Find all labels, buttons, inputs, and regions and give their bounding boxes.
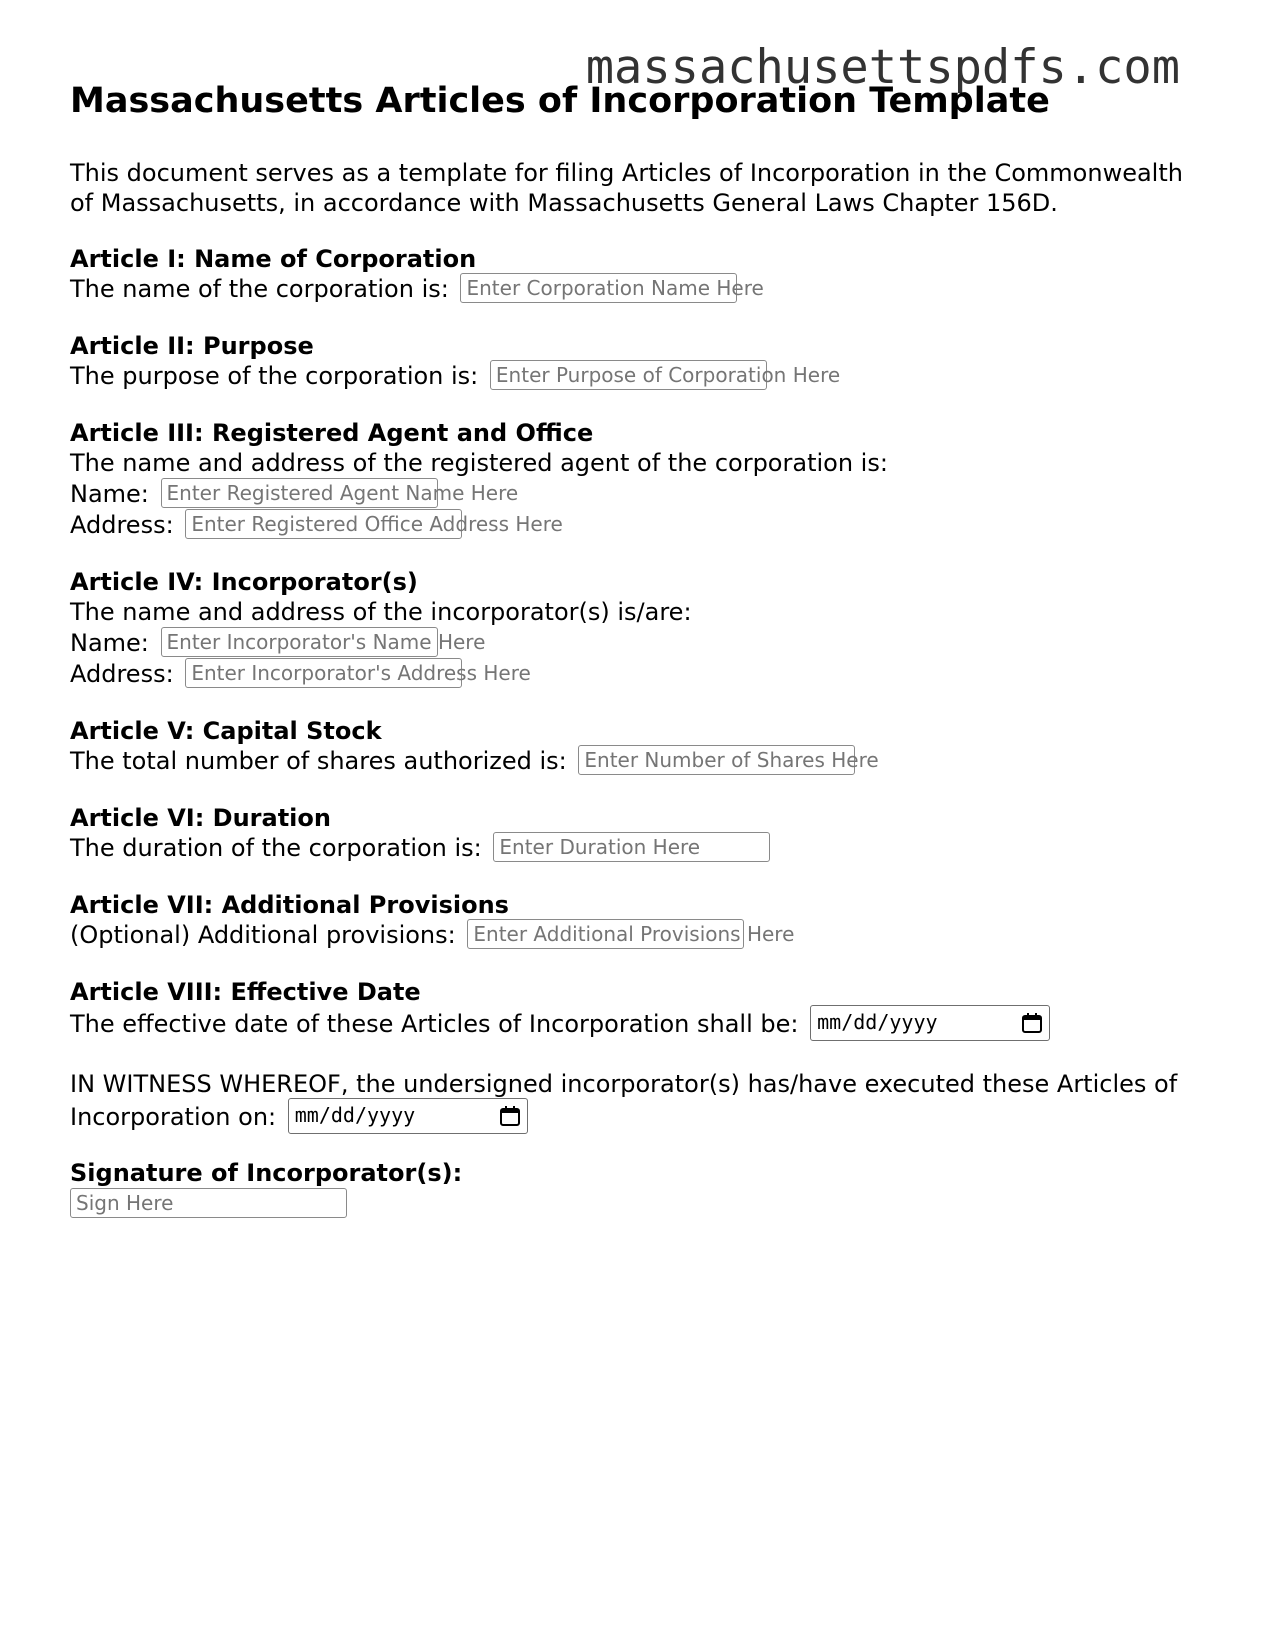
witness-text: IN WITNESS WHEREOF, the undersigned incorporator(s) has/have executed these Articles of Incorporation on: — [70, 1069, 1178, 1131]
article-7 — [70, 890, 1210, 951]
article-6 — [70, 803, 1210, 864]
article-7-heading: Article VII: Additional Provisions — [70, 890, 509, 919]
article-6-heading: Article VI: Duration — [70, 803, 331, 832]
article-5-label: The total number of shares authorized is: — [70, 746, 567, 775]
agent-name-row — [70, 479, 1210, 510]
article-3 — [70, 418, 1210, 541]
agent-name-input[interactable]: Enter Registered Agent Name Here — [161, 478, 438, 508]
witness-row — [70, 1069, 1210, 1136]
calendar-icon[interactable] — [499, 1105, 521, 1127]
signature-heading: Signature of Incorporator(s): — [70, 1158, 463, 1187]
article-5 — [70, 716, 1210, 777]
article-5-heading: Article V: Capital Stock — [70, 716, 382, 745]
site-watermark: massachusettspdfs.com — [585, 40, 1180, 95]
incorporator-address-input[interactable]: Enter Incorporator's Address Here — [185, 658, 462, 688]
effective-date-placeholder: mm/dd/yyyy — [817, 1010, 938, 1035]
agent-address-label: Address: — [70, 510, 174, 539]
article-3-desc: The name and address of the registered agent of the corporation is: — [70, 448, 888, 477]
incorporator-address-label: Address: — [70, 659, 174, 688]
calendar-icon[interactable] — [1021, 1012, 1043, 1034]
corporation-name-input[interactable]: Enter Corporation Name Here — [460, 273, 737, 303]
incorporator-address-row — [70, 659, 1210, 690]
execution-date-input[interactable] — [288, 1098, 528, 1134]
agent-name-label: Name: — [70, 479, 149, 508]
signature-input[interactable]: Sign Here — [70, 1188, 347, 1218]
article-1 — [70, 244, 1210, 305]
execution-date-placeholder: mm/dd/yyyy — [294, 1103, 416, 1128]
incorporator-name-row — [70, 628, 1210, 659]
article-7-label: (Optional) Additional provisions: — [70, 920, 456, 949]
signature-section — [70, 1158, 1210, 1218]
agent-address-row — [70, 510, 1210, 541]
incorporator-name-label: Name: — [70, 628, 149, 657]
article-4-desc: The name and address of the incorporator(s) is/are: — [70, 597, 692, 626]
article-8-row — [70, 1007, 1210, 1043]
intro-paragraph: This document serves as a template for filing Articles of Incorporation in the Commonwealth of Massachusetts, in accordance with Massachusetts General Laws Chapter 156D. — [70, 158, 1183, 217]
effective-date-input[interactable] — [810, 1005, 1050, 1041]
document-body — [70, 80, 1210, 1218]
agent-address-input[interactable]: Enter Registered Office Address Here — [185, 509, 462, 539]
article-1-label: The name of the corporation is: — [70, 274, 449, 303]
page-title: Massachusetts Articles of Incorporation Template — [70, 81, 1050, 121]
additional-provisions-input[interactable]: Enter Additional Provisions Here — [467, 919, 744, 949]
article-6-row — [70, 833, 1210, 864]
article-8 — [70, 977, 1210, 1043]
article-2-heading: Article II: Purpose — [70, 331, 314, 360]
article-6-label: The duration of the corporation is: — [70, 833, 482, 862]
article-1-heading: Article I: Name of Corporation — [70, 244, 477, 273]
duration-input[interactable]: Enter Duration Here — [493, 832, 770, 862]
article-7-row — [70, 920, 1210, 951]
article-1-row — [70, 274, 1210, 305]
article-2-row — [70, 361, 1210, 392]
article-8-heading: Article VIII: Effective Date — [70, 977, 421, 1006]
purpose-input[interactable]: Enter Purpose of Corporation Here — [490, 360, 767, 390]
incorporator-name-input[interactable]: Enter Incorporator's Name Here — [161, 627, 438, 657]
article-4-heading: Article IV: Incorporator(s) — [70, 567, 418, 596]
article-4 — [70, 567, 1210, 690]
article-8-label: The effective date of these Articles of Incorporation shall be: — [70, 1009, 799, 1038]
shares-input[interactable]: Enter Number of Shares Here — [578, 745, 855, 775]
article-5-row — [70, 746, 1210, 777]
article-2-label: The purpose of the corporation is: — [70, 361, 479, 390]
article-3-heading: Article III: Registered Agent and Office — [70, 418, 594, 447]
article-2 — [70, 331, 1210, 392]
